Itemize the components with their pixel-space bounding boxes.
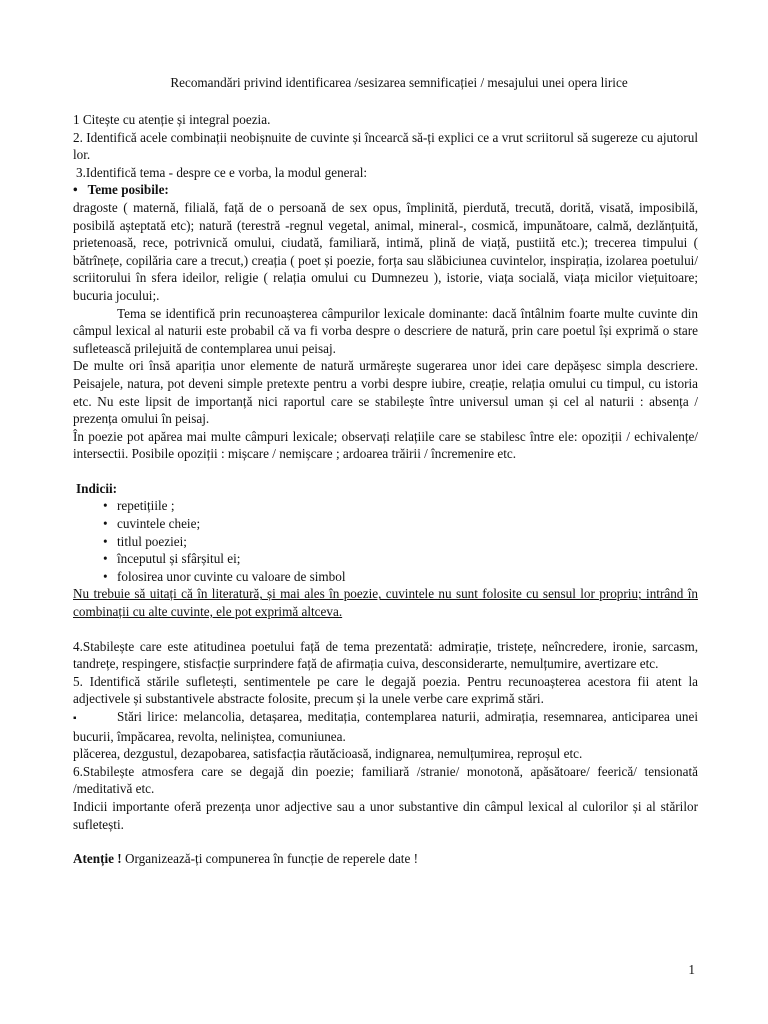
document-title: Recomandări privind identificarea /sesizarea semnificației / mesajului unei opera lirice	[170, 75, 628, 90]
atentie-text: Organizează-ți compunerea în funcție de reperele date !	[121, 851, 419, 867]
indicii-list	[73, 497, 698, 585]
step-3: 3.Identifică tema - despre ce e vorba, la modul general:	[76, 164, 368, 180]
indicii-importante: Indicii importante oferă prezența unor adjective sau a unor substantive din câmpul lexical al culorilor și al stărilor sufletești.	[73, 798, 698, 832]
step-4: 4.Stabilește care este atitudinea poetului față de tema prezentată: admirație, tristețe, neîncredere, ironie, sarcasm, tandrețe, respingere, stisfacție surprindere față de afirmația cuiva, desconsiderarte, nemulțumire, avertizare etc.	[73, 638, 698, 672]
list-item: • repetițiile ;	[103, 497, 698, 515]
poezie-paragraph: În poezie pot apărea mai multe câmpuri lexicale; observați relațiile care se stabilesc între ele: opoziții / echivalențe/ intersectii. Posibile opoziții : mișcare / nemișcare ; ardoarea trăirii / încremenire etc.	[73, 428, 698, 462]
multe-paragraph: De multe ori însă apariția unor elemente de natură urmărește sugerarea unor idei care depășesc simpla descriere. Peisajele, natura, pot deveni simple pretexte pentru a vorbi despre iubire, creație, relația omului cu timpul, cu istoria etc. Nu este lipsit de importanță nici raportul care se stabilește între universul uman și cel al naturii : absența / prezența omului în peisaj.	[73, 358, 698, 427]
step-1: 1 Citește cu atenție și integral poezia.	[73, 112, 271, 127]
stari-continued: plăcerea, dezgustul, dezapobarea, satisfacția răutăcioasă, indignarea, nemulțumirea, reproșul etc.	[73, 746, 583, 762]
step-2: 2. Identifică acele combinații neobișnuite de cuvinte și încearcă să-ți explici ce a vrut scriitorul să sugereze cu ajutorul lor.	[73, 129, 698, 163]
list-item: • folosirea unor cuvinte cu valoare de simbol	[103, 568, 698, 586]
stari-lirice-text: Stări lirice: melancolia, detașarea, meditația, contemplarea naturii, admirația, resemnarea, anticiparea unei bucurii, împăcarea, revolta, neliniștea, comuniunea.	[73, 709, 698, 744]
teme-text: dragoste ( maternă, filială, față de o persoană de sex opus, împlinită, pierdută, trecută, dorită, visată, imposibilă, posibilă așteptată etc); natură (terestră -regnul vegetal, animal, mineral-, cosmică, impunătoare, calmă, dezlănțuită, prietenoasă, rece, potrivnică omului, ciudată, familiară, intimă, plină de viață, pustiită etc.); trecerea timpului ( bătrînețe, copilăria care a trecut,) creația ( poet și poezie, forța sau slăbiciunea cuvintelor, inspirația, izolarea poetului/ scriitorului în sfera ideilor, religie ( relația omului cu Dumnezeu ), istorie, viața socială, viața micilor viețuitoare; bucuria jocului;.	[73, 199, 698, 303]
page-number: 1	[688, 962, 695, 977]
nu-trebuie-note: Nu trebuie să uitați că în literatură, și mai ales în poezie, cuvintele nu sunt folosite cu sensul lor propriu; intrând în combinații cu alte cuvinte, ele pot exprimă altceva.	[73, 586, 698, 620]
square-bullet-icon	[73, 709, 117, 724]
document-body	[73, 111, 698, 868]
tema-paragraph: Tema se identifică prin recunoașterea câmpurilor lexicale dominante: dacă întâlnim foarte multe cuvinte din câmpul lexical al naturii este probabil că va fi vorba despre o descriere de natură, prin care poetul își exprimă o stare sufletească prilejuită de contemplarea unui peisaj.	[73, 305, 698, 356]
stari-lirice	[73, 708, 698, 745]
atentie-label: Atenție !	[73, 851, 122, 867]
list-item: • titlul poeziei;	[103, 533, 698, 551]
list-item: • cuvintele cheie;	[103, 515, 698, 533]
list-item: • începutul și sfârșitul ei;	[103, 550, 698, 568]
indicii-label	[73, 480, 698, 498]
teme-label: • Teme posibile:	[73, 181, 698, 199]
indicii-label-text: Indicii:	[76, 480, 118, 496]
step-6: 6.Stabilește atmosfera care se degajă din poezie; familiară /stranie/ monotonă, apăsătoare/ feerică/ tensionată /meditativă etc.	[73, 763, 698, 797]
step-5: 5. Identifică stările sufletești, sentimentele pe care le degajă poezia. Pentru recunoașterea acestora fii atent la adjectivele și substantivele abstracte folosite, precum și la unele verbe care exprimă stări.	[73, 673, 698, 707]
atentie-note	[73, 850, 698, 868]
